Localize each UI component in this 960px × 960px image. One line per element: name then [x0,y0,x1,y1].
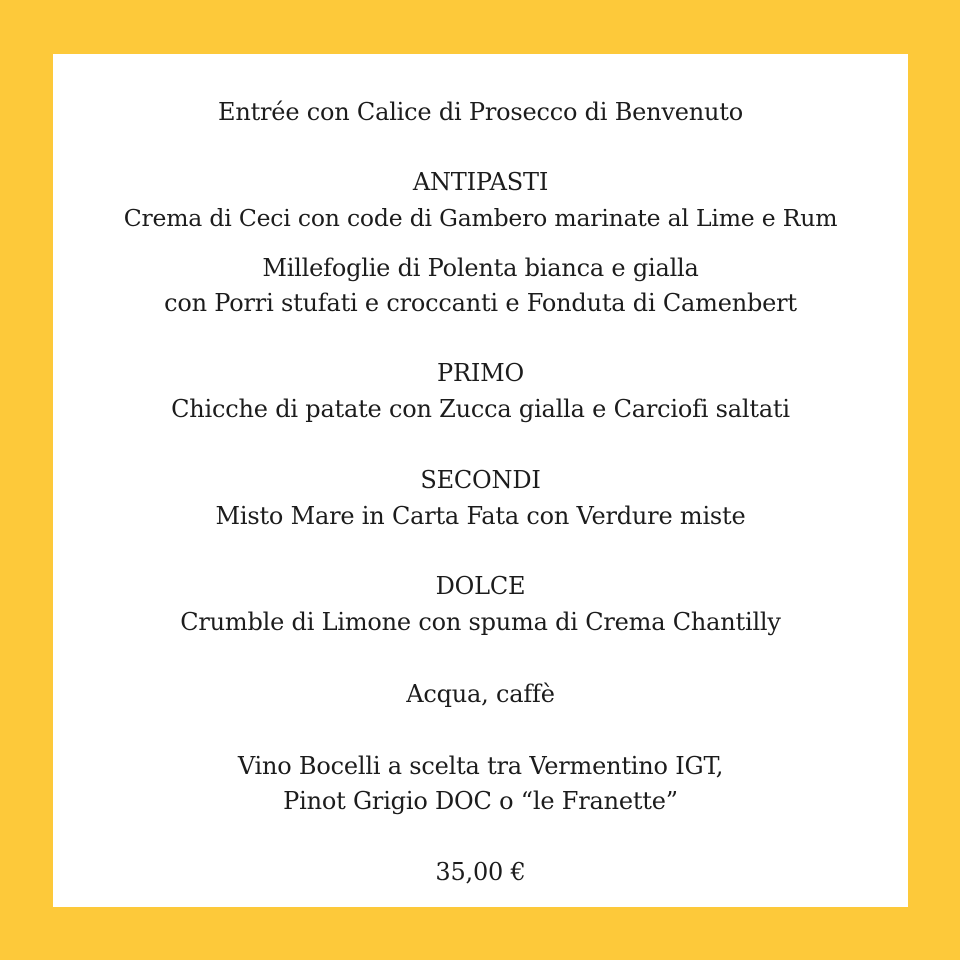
menu-card [53,54,908,907]
primo-item-1: Chicche di patate con Zucca gialla e Carciofi saltati [171,395,790,423]
drinks-line: Acqua, caffè [406,680,555,708]
antipasti-item-3: con Porri stufati e croccanti e Fonduta di Camenbert [164,289,797,317]
antipasti-heading: ANTIPASTI [412,168,549,196]
entree-line: Entrée con Calice di Prosecco di Benvenuto [218,98,743,126]
wine-line-1: Vino Bocelli a scelta tra Vermentino IGT, [237,752,724,780]
secondi-item-1: Misto Mare in Carta Fata con Verdure miste [215,502,746,530]
primo-heading: PRIMO [437,359,524,387]
antipasti-item-2: Millefoglie di Polenta bianca e gialla [262,254,699,282]
price: 35,00 € [435,858,526,886]
dolce-item-1: Crumble di Limone con spuma di Crema Chantilly [180,608,781,636]
antipasti-item-1: Crema di Ceci con code di Gambero marinate al Lime e Rum [123,204,838,232]
wine-line-2: Pinot Grigio DOC o “le Franette” [283,787,678,815]
dolce-heading: DOLCE [435,572,526,600]
secondi-heading: SECONDI [420,466,541,494]
